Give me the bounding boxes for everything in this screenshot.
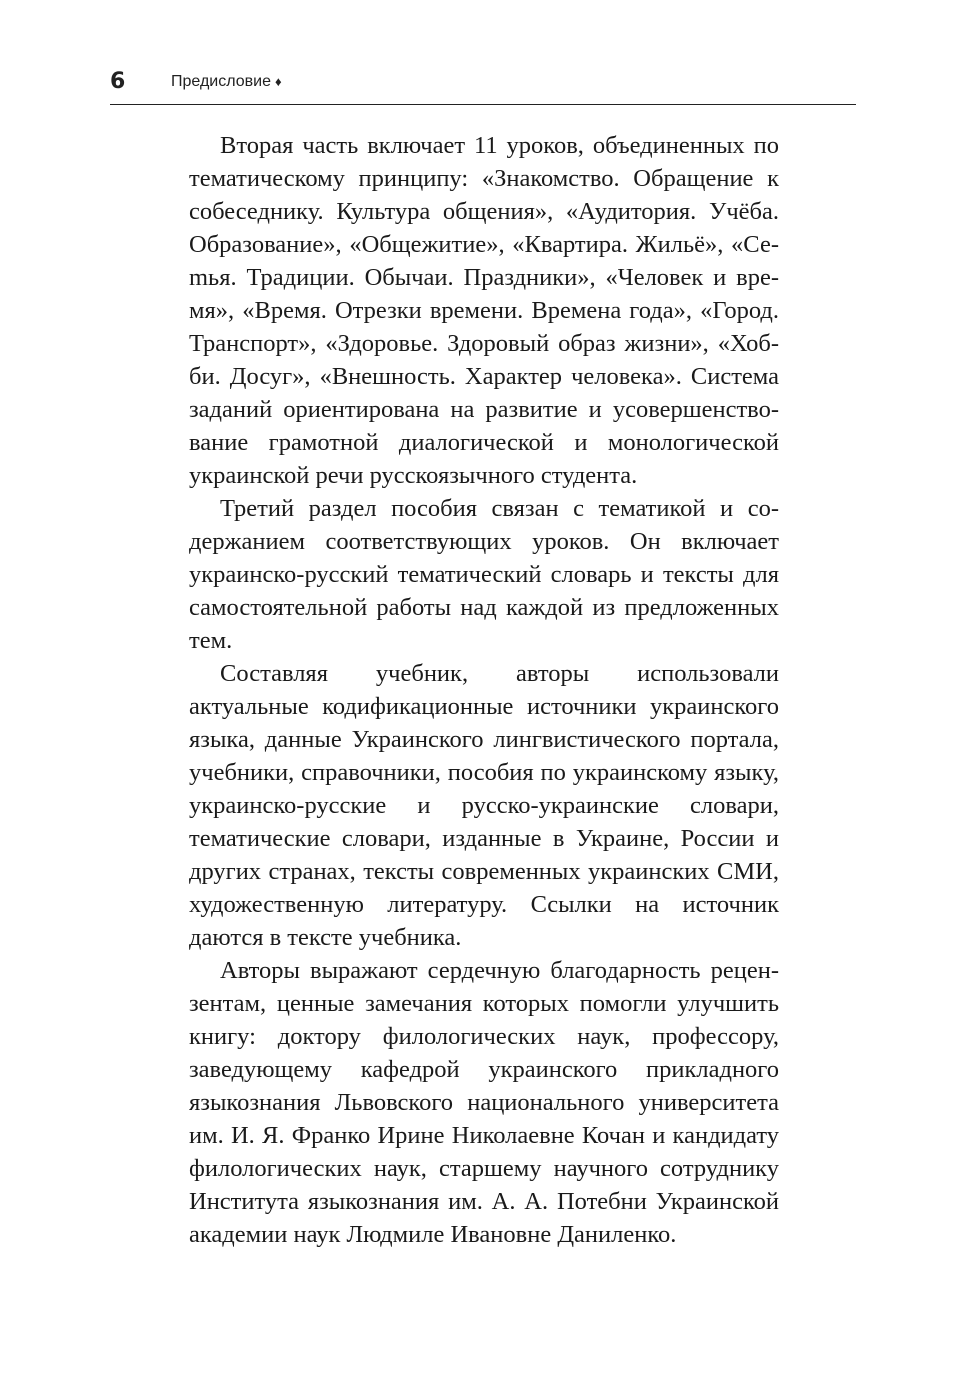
page-number: 6 <box>110 69 126 94</box>
running-title <box>171 71 282 93</box>
diamond-ornament: ♦ <box>274 74 282 89</box>
body-text <box>189 129 779 1251</box>
running-title-text: Предисловие <box>171 73 271 90</box>
page-header <box>110 62 856 105</box>
paragraph-2: Третий раздел пособия связан с тематикой и содержанием соответствующих уроков. Он включает украинско-русский тематический словарь и тексты для самостоятельной работы над каждой из предложенных тем. <box>189 495 779 654</box>
paragraph-3: Составляя учебник, авторы использовали актуальные кодификационные источники украинского языка, данные Украинского лингвистического портала, учебники, справочники, пособия по украинскому языку, украинско-русские и русско-украинские словари, тематические словари, изданные в Украине, России и других странах, тексты современных украинских СМИ, художественную литературу. Ссылки на источник даются в тексте учебника. <box>189 660 779 951</box>
paragraph-1: Вторая часть включает 11 уроков, объединенных по тематическому принципу: «Знакомство. Обращение к собеседнику. Культура общения», «Аудитория. Учёба. Образование», «Общежитие», «Квартира. Жильё», «Сеmья. Традиции. Обычаи. Праздники», «Человек и время», «Время. Отрезки времени. Времена года», «Город. Транспорт», «Здоровье. Здоровый образ жизни», «Хобби. Досуг», «Внешность. Характер человека». Система заданий ориентирована на развитие и усовершенствование грамотной диалогической и монологической украинской речи русскоязычного студента. <box>189 132 779 489</box>
paragraph-4: Авторы выражают сердечную благодарность рецензентам, ценные замечания которых помогли улучшить книгу: доктору филологических наук, профессору, заведующему кафедрой украинского прикладного языкознания Львовского национального университета им. И. Я. Франко Ирине Николаевне Кочан и кандидату филологических наук, старшему научного сотруднику Института языкознания им. А. А. Потебни Украинской академии наук Людмиле Ивановне Даниленко. <box>189 957 779 1248</box>
